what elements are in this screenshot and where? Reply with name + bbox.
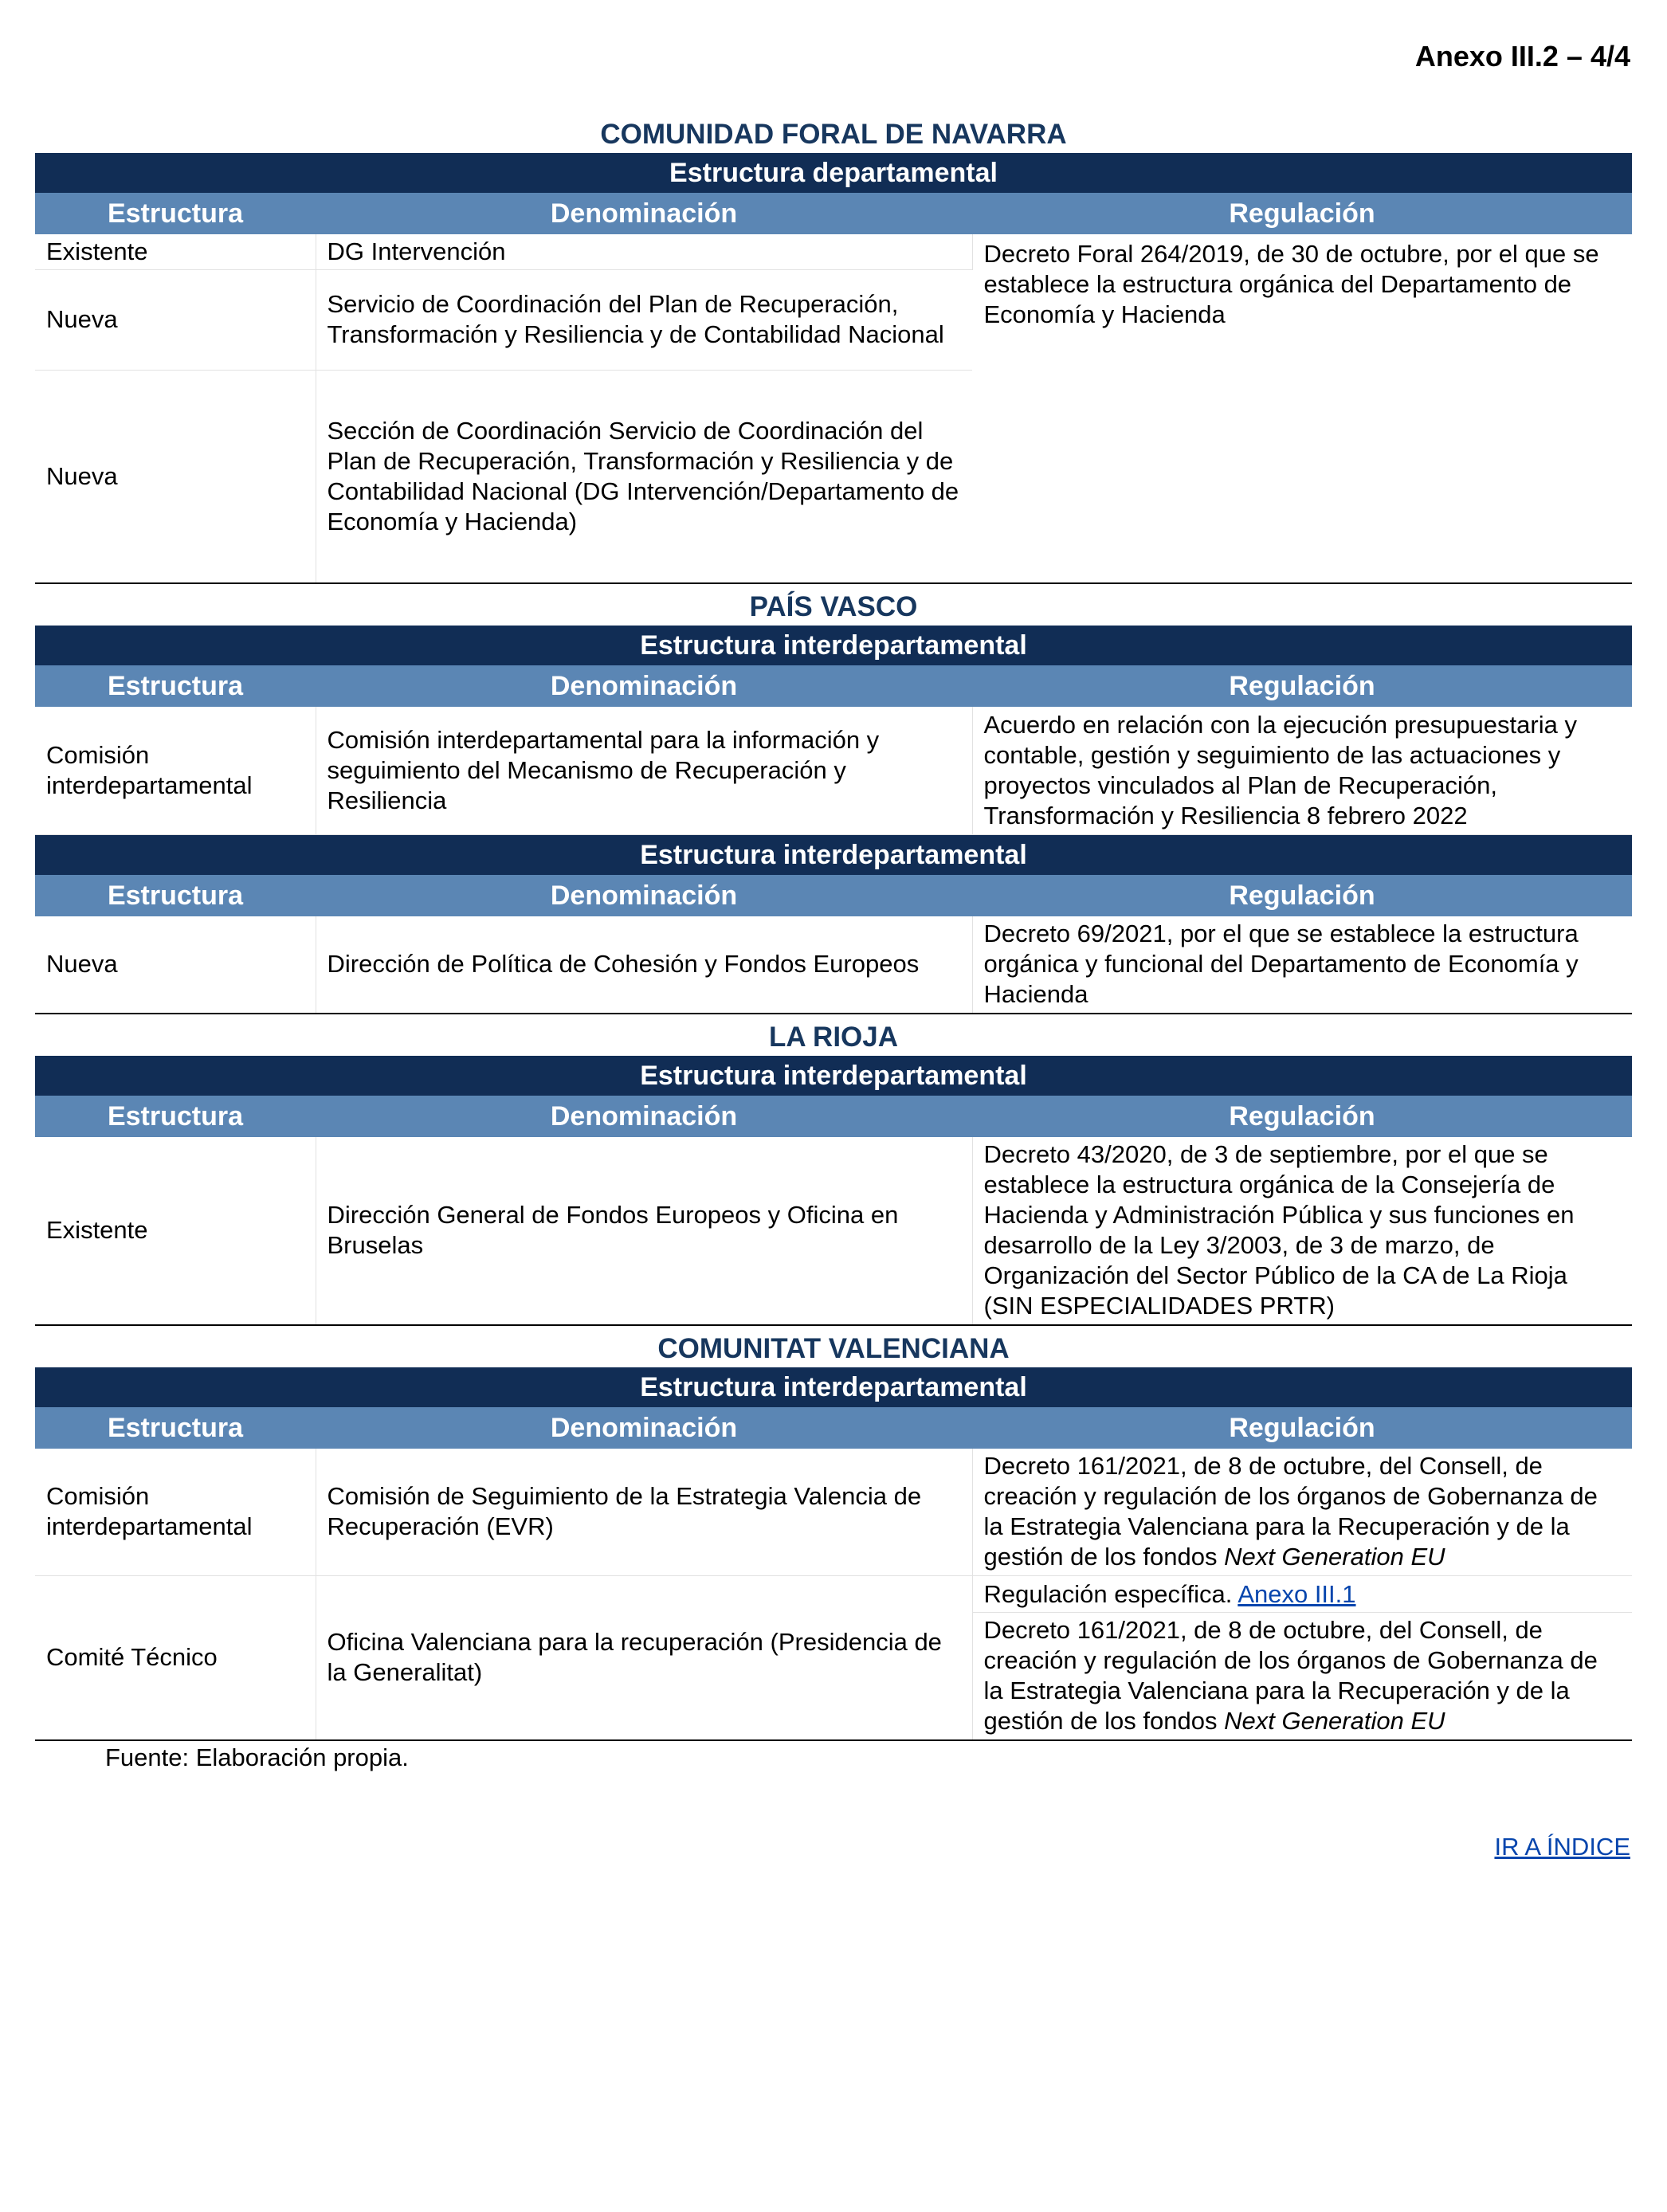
column-header-denominacion: Denominación — [316, 875, 972, 916]
table-row — [35, 916, 1632, 1014]
cell-regulacion: Acuerdo en relación con la ejecución presupuestaria y contable, gestión y seguimiento de las actuaciones y proyectos vinculados al Plan de Recuperación, Transformación y Resiliencia 8 febrero 2022 — [972, 707, 1632, 834]
cell-estructura: Comisión interdepartamental — [35, 707, 316, 834]
table-la-rioja — [35, 1056, 1632, 1326]
cell-denominacion: DG Intervención — [316, 234, 972, 269]
region-title-pais-vasco: PAÍS VASCO — [749, 591, 918, 622]
table-main-header: Estructura interdepartamental — [35, 834, 1632, 875]
table-row — [35, 707, 1632, 834]
table-main-header: Estructura interdepartamental — [35, 1056, 1632, 1096]
regulacion-text: Decreto 161/2021, de 8 de octubre, del Consell, de creación y regulación de los órganos de Gobernanza de la Estrategia Valenciana para la Recuperación y de la gestión de los fondos — [983, 1452, 1598, 1571]
cell-regulacion — [972, 1576, 1632, 1613]
cell-estructura: Nueva — [35, 269, 316, 370]
column-header-regulacion: Regulación — [972, 1407, 1632, 1449]
region-title-navarra: COMUNIDAD FORAL DE NAVARRA — [600, 119, 1067, 150]
column-header-estructura: Estructura — [35, 193, 316, 234]
cell-denominacion: Dirección de Política de Cohesión y Fondos Europeos — [316, 916, 972, 1014]
cell-estructura: Existente — [35, 234, 316, 269]
column-header-denominacion: Denominación — [316, 1096, 972, 1137]
cell-denominacion: Comisión interdepartamental para la información y seguimiento del Mecanismo de Recuperación y Resiliencia — [316, 707, 972, 834]
anexo-link[interactable]: Anexo III.1 — [1238, 1579, 1356, 1608]
table-main-header: Estructura interdepartamental — [35, 626, 1632, 665]
cell-denominacion: Dirección General de Fondos Europeos y Oficina en Bruselas — [316, 1137, 972, 1325]
column-header-estructura: Estructura — [35, 1096, 316, 1137]
cell-estructura: Existente — [35, 1137, 316, 1325]
regulacion-text: Decreto 161/2021, de 8 de octubre, del Consell, de creación y regulación de los órganos de Gobernanza de la Estrategia Valenciana para la Recuperación y de la gestión de los fondos — [983, 1616, 1598, 1735]
table-pais-vasco — [35, 626, 1632, 1014]
region-title-la-rioja: LA RIOJA — [768, 1021, 899, 1053]
table-main-header: Estructura departamental — [35, 153, 1632, 193]
column-header-regulacion: Regulación — [972, 1096, 1632, 1137]
cell-regulacion: Decreto 69/2021, por el que se establece la estructura orgánica y funcional del Departamento de Economía y Hacienda — [972, 916, 1632, 1014]
column-header-estructura: Estructura — [35, 875, 316, 916]
cell-estructura: Nueva — [35, 370, 316, 583]
cell-denominacion: Sección de Coordinación Servicio de Coordinación del Plan de Recuperación, Transformación y Resiliencia y de Contabilidad Nacional (DG Intervención/Departamento de Economía y Hacienda) — [316, 370, 972, 583]
cell-regulacion: Decreto 43/2020, de 3 de septiembre, por el que se establece la estructura orgánica de la Consejería de Hacienda y Administración Pública y sus funciones en desarrollo de la Ley 3/2003, de 3 de marzo, de Organización del Sector Público de la CA de La Rioja (SIN ESPECIALIDADES PRTR) — [972, 1137, 1632, 1325]
cell-regulacion — [972, 1449, 1632, 1576]
cell-denominacion: Comisión de Seguimiento de la Estrategia Valencia de Recuperación (EVR) — [316, 1449, 972, 1576]
cell-estructura: Comisión interdepartamental — [35, 1449, 316, 1576]
column-header-denominacion: Denominación — [316, 1407, 972, 1449]
cell-denominacion: Oficina Valenciana para la recuperación (Presidencia de la Generalitat) — [316, 1576, 972, 1740]
table-row — [35, 234, 1632, 269]
column-header-regulacion: Regulación — [972, 665, 1632, 707]
table-row — [35, 1576, 1632, 1613]
table-navarra — [35, 153, 1632, 584]
content — [35, 112, 1632, 1775]
regulacion-italic: Next Generation EU — [1224, 1707, 1445, 1735]
table-row — [35, 1449, 1632, 1576]
column-header-denominacion: Denominación — [316, 193, 972, 234]
cell-regulacion: Decreto Foral 264/2019, de 30 de octubre, por el que se establece la estructura orgánica del Departamento de Economía y Hacienda — [972, 234, 1632, 583]
column-header-estructura: Estructura — [35, 1407, 316, 1449]
column-header-estructura: Estructura — [35, 665, 316, 707]
table-row — [35, 1137, 1632, 1325]
regulacion-text: Regulación específica. — [983, 1579, 1238, 1608]
cell-denominacion: Servicio de Coordinación del Plan de Recuperación, Transformación y Resiliencia y de Contabilidad Nacional — [316, 269, 972, 370]
page-label: Anexo III.2 – 4/4 — [1414, 40, 1630, 73]
source-note: Fuente: Elaboración propia. — [105, 1743, 409, 1771]
cell-estructura: Comité Técnico — [35, 1576, 316, 1740]
cell-estructura: Nueva — [35, 916, 316, 1014]
table-valenciana — [35, 1367, 1632, 1741]
column-header-denominacion: Denominación — [316, 665, 972, 707]
cell-regulacion — [972, 1613, 1632, 1740]
table-main-header: Estructura interdepartamental — [35, 1367, 1632, 1407]
column-header-regulacion: Regulación — [972, 875, 1632, 916]
index-link[interactable]: IR A ÍNDICE — [1494, 1833, 1630, 1861]
region-title-valenciana: COMUNITAT VALENCIANA — [657, 1332, 1010, 1364]
column-header-regulacion: Regulación — [972, 193, 1632, 234]
regulacion-italic: Next Generation EU — [1224, 1543, 1445, 1571]
